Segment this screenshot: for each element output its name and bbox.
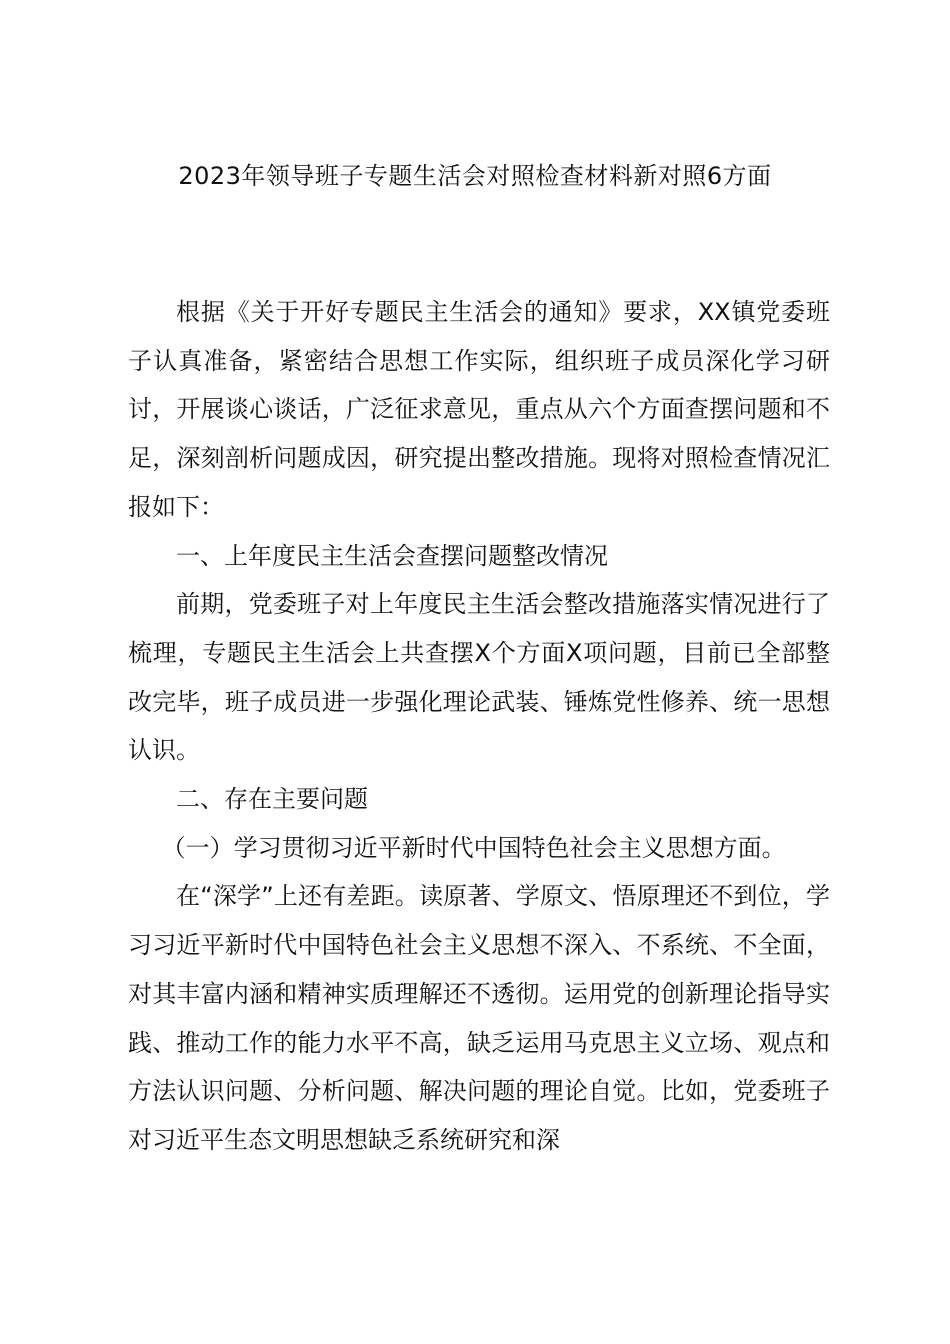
document-title: 2023年领导班子专题生活会对照检查材料新对照6方面 bbox=[178, 162, 772, 190]
section-heading-1: 一、上年度民主生活会查摆问题整改情况 bbox=[176, 541, 608, 570]
paragraph-rectification: 前期，党委班子对上年度民主生活会整改措施落实情况进行了梳理，专题民主生活会上共查摆X个方面X项问题，目前已全部整改完毕，班子成员进一步强化理论武装、锤炼党性修养、统一思想认识。 bbox=[128, 590, 830, 765]
document-body bbox=[128, 288, 830, 1165]
paragraph-intro: 根据《关于开好专题民主生活会的通知》要求，XX镇党委班子认真准备，紧密结合思想工作实际，组织班子成员深化学习研讨，开展谈心谈话，广泛征求意见，重点从六个方面查摆问题和不足，深刻剖析问题成因，研究提出整改措施。现将对照检查情况汇报如下： bbox=[128, 298, 830, 521]
paragraph-deep-study: 在“深学”上还有差距。读原著、学原文、悟原理还不到位，学习习近平新时代中国特色社会主义思想不深入、不系统、不全面，对其丰富内涵和精神实质理解还不透彻。运用党的创新理论指导实践、推动工作的能力水平不高，缺乏运用马克思主义立场、观点和方法认识问题、分析问题、解决问题的理论自觉。比如，党委班子对习近平生态文明思想缺乏系统研究和深 bbox=[128, 882, 830, 1154]
section-heading-2: 二、存在主要问题 bbox=[176, 785, 368, 814]
subsection-heading-1: （一）学习贯彻习近平新时代中国特色社会主义思想方面。 bbox=[161, 833, 786, 862]
